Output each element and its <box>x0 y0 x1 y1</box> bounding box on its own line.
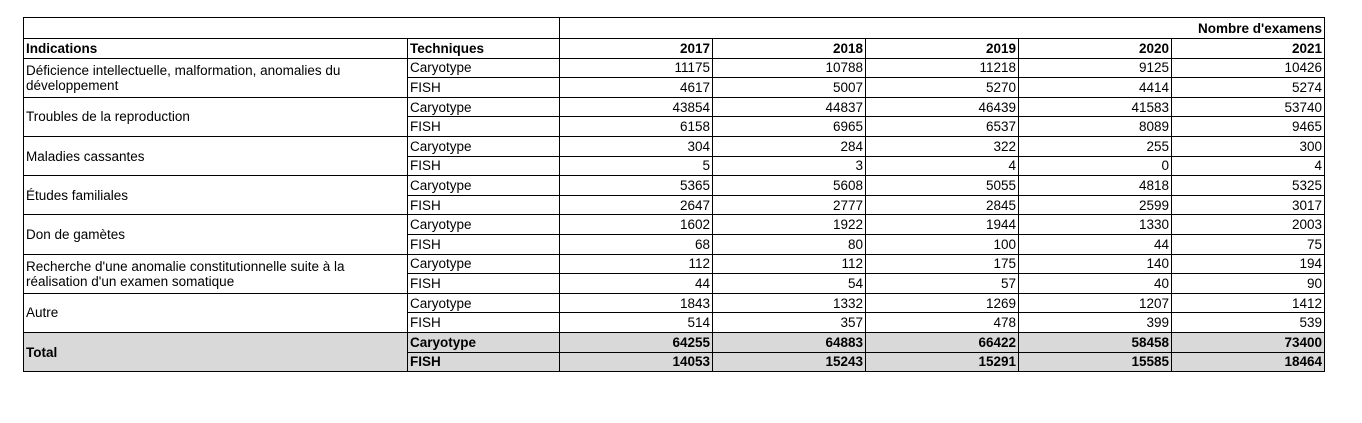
total-value-cell: 18464 <box>1172 352 1325 372</box>
value-cell: 112 <box>560 254 713 274</box>
technique-cell: FISH <box>408 195 560 215</box>
value-cell: 11218 <box>866 58 1019 78</box>
value-cell: 100 <box>866 234 1019 254</box>
value-cell: 2599 <box>1019 195 1172 215</box>
indication-cell: Études familiales <box>24 176 408 215</box>
total-value-cell: 73400 <box>1172 332 1325 352</box>
value-cell: 44 <box>560 274 713 294</box>
technique-cell: Caryotype <box>408 215 560 235</box>
value-cell: 80 <box>713 234 866 254</box>
header-year: 2021 <box>1172 39 1325 59</box>
total-value-cell: 64255 <box>560 332 713 352</box>
value-cell: 478 <box>866 313 1019 333</box>
total-value-cell: 64883 <box>713 332 866 352</box>
value-cell: 10426 <box>1172 58 1325 78</box>
value-cell: 255 <box>1019 136 1172 156</box>
header-indications: Indications <box>24 39 408 59</box>
technique-cell: FISH <box>408 117 560 137</box>
value-cell: 6158 <box>560 117 713 137</box>
technique-cell: FISH <box>408 156 560 176</box>
technique-cell: Caryotype <box>408 293 560 313</box>
indication-cell: Déficience intellectuelle, malformation, anomalies du développement <box>24 58 408 97</box>
value-cell: 1330 <box>1019 215 1172 235</box>
total-value-cell: 15291 <box>866 352 1019 372</box>
caption-cell: Nombre d'examens <box>560 18 1325 39</box>
technique-cell: Caryotype <box>408 58 560 78</box>
technique-cell: FISH <box>408 352 560 372</box>
value-cell: 44837 <box>713 97 866 117</box>
caption-row <box>24 18 1325 39</box>
total-value-cell: 14053 <box>560 352 713 372</box>
value-cell: 322 <box>866 136 1019 156</box>
value-cell: 112 <box>713 254 866 274</box>
value-cell: 6537 <box>866 117 1019 137</box>
value-cell: 175 <box>866 254 1019 274</box>
table-row <box>24 293 1325 313</box>
technique-cell: FISH <box>408 313 560 333</box>
total-value-cell: 15585 <box>1019 352 1172 372</box>
value-cell: 6965 <box>713 117 866 137</box>
value-cell: 9465 <box>1172 117 1325 137</box>
value-cell: 46439 <box>866 97 1019 117</box>
total-value-cell: 15243 <box>713 352 866 372</box>
header-year: 2018 <box>713 39 866 59</box>
value-cell: 5 <box>560 156 713 176</box>
value-cell: 300 <box>1172 136 1325 156</box>
value-cell: 41583 <box>1019 97 1172 117</box>
value-cell: 194 <box>1172 254 1325 274</box>
value-cell: 140 <box>1019 254 1172 274</box>
value-cell: 68 <box>560 234 713 254</box>
exams-table <box>23 17 1325 372</box>
value-cell: 357 <box>713 313 866 333</box>
indication-cell: Autre <box>24 293 408 332</box>
value-cell: 0 <box>1019 156 1172 176</box>
value-cell: 1602 <box>560 215 713 235</box>
value-cell: 4414 <box>1019 78 1172 98</box>
value-cell: 1922 <box>713 215 866 235</box>
total-row <box>24 332 1325 352</box>
value-cell: 5270 <box>866 78 1019 98</box>
value-cell: 8089 <box>1019 117 1172 137</box>
value-cell: 75 <box>1172 234 1325 254</box>
header-techniques: Techniques <box>408 39 560 59</box>
value-cell: 539 <box>1172 313 1325 333</box>
value-cell: 1944 <box>866 215 1019 235</box>
value-cell: 2647 <box>560 195 713 215</box>
header-year: 2019 <box>866 39 1019 59</box>
header-year: 2017 <box>560 39 713 59</box>
table-row <box>24 215 1325 235</box>
value-cell: 40 <box>1019 274 1172 294</box>
technique-cell: Caryotype <box>408 176 560 196</box>
value-cell: 54 <box>713 274 866 294</box>
indication-cell: Troubles de la reproduction <box>24 97 408 136</box>
table-row <box>24 58 1325 78</box>
value-cell: 2845 <box>866 195 1019 215</box>
technique-cell: Caryotype <box>408 332 560 352</box>
value-cell: 5007 <box>713 78 866 98</box>
value-cell: 399 <box>1019 313 1172 333</box>
technique-cell: Caryotype <box>408 136 560 156</box>
table-row <box>24 176 1325 196</box>
total-value-cell: 66422 <box>866 332 1019 352</box>
technique-cell: FISH <box>408 78 560 98</box>
value-cell: 4 <box>866 156 1019 176</box>
value-cell: 1843 <box>560 293 713 313</box>
table-row <box>24 97 1325 117</box>
value-cell: 514 <box>560 313 713 333</box>
value-cell: 90 <box>1172 274 1325 294</box>
indication-cell: Maladies cassantes <box>24 136 408 175</box>
header-row <box>24 39 1325 59</box>
value-cell: 4 <box>1172 156 1325 176</box>
value-cell: 1207 <box>1019 293 1172 313</box>
header-year: 2020 <box>1019 39 1172 59</box>
technique-cell: Caryotype <box>408 254 560 274</box>
value-cell: 11175 <box>560 58 713 78</box>
value-cell: 57 <box>866 274 1019 294</box>
value-cell: 10788 <box>713 58 866 78</box>
table-row <box>24 254 1325 274</box>
indication-cell: Recherche d'une anomalie constitutionnelle suite à la réalisation d'un examen somatique <box>24 254 408 293</box>
indication-cell: Don de gamètes <box>24 215 408 254</box>
total-label: Total <box>24 332 408 371</box>
value-cell: 4617 <box>560 78 713 98</box>
blank-cell <box>24 18 560 39</box>
value-cell: 5365 <box>560 176 713 196</box>
value-cell: 9125 <box>1019 58 1172 78</box>
value-cell: 43854 <box>560 97 713 117</box>
value-cell: 2003 <box>1172 215 1325 235</box>
value-cell: 1412 <box>1172 293 1325 313</box>
technique-cell: FISH <box>408 234 560 254</box>
value-cell: 304 <box>560 136 713 156</box>
total-value-cell: 58458 <box>1019 332 1172 352</box>
value-cell: 3017 <box>1172 195 1325 215</box>
technique-cell: FISH <box>408 274 560 294</box>
value-cell: 5325 <box>1172 176 1325 196</box>
value-cell: 1332 <box>713 293 866 313</box>
value-cell: 5608 <box>713 176 866 196</box>
value-cell: 2777 <box>713 195 866 215</box>
value-cell: 3 <box>713 156 866 176</box>
value-cell: 53740 <box>1172 97 1325 117</box>
value-cell: 4818 <box>1019 176 1172 196</box>
value-cell: 5055 <box>866 176 1019 196</box>
value-cell: 284 <box>713 136 866 156</box>
table-row <box>24 136 1325 156</box>
value-cell: 5274 <box>1172 78 1325 98</box>
value-cell: 1269 <box>866 293 1019 313</box>
technique-cell: Caryotype <box>408 97 560 117</box>
value-cell: 44 <box>1019 234 1172 254</box>
